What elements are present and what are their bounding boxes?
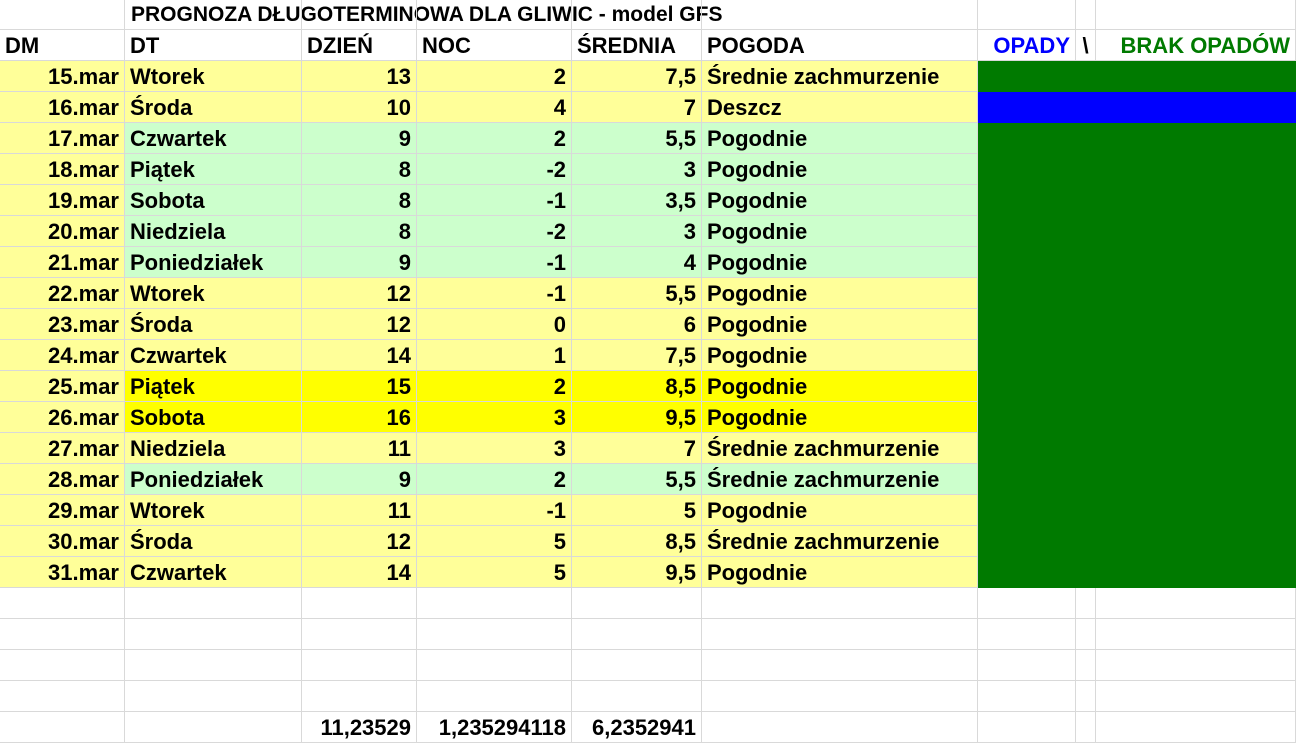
precip-bar-no-rain[interactable] [978, 557, 1296, 588]
precip-bar-no-rain[interactable] [978, 216, 1296, 247]
table-cell-avg-temp[interactable]: 8,5 [572, 526, 702, 557]
header-separator[interactable]: \ [1076, 30, 1096, 61]
table-cell-avg-temp[interactable]: 9,5 [572, 402, 702, 433]
table-cell-day-temp[interactable]: 12 [302, 526, 417, 557]
precip-bar-no-rain[interactable] [978, 340, 1296, 371]
table-cell-weather[interactable]: Pogodnie [702, 495, 978, 526]
table-cell-avg-temp[interactable]: 9,5 [572, 557, 702, 588]
empty-cell[interactable] [302, 619, 417, 650]
precip-bar-no-rain[interactable] [978, 402, 1296, 433]
header-srednia[interactable]: ŚREDNIA [572, 30, 702, 61]
table-cell-avg-temp[interactable]: 6 [572, 309, 702, 340]
table-cell-weather[interactable]: Pogodnie [702, 340, 978, 371]
table-cell-day[interactable]: Środa [125, 526, 302, 557]
precip-bar-no-rain[interactable] [978, 185, 1296, 216]
table-cell-avg-temp[interactable]: 5 [572, 495, 702, 526]
table-cell-day-temp[interactable]: 8 [302, 185, 417, 216]
table-cell-day[interactable]: Piątek [125, 154, 302, 185]
table-cell-date[interactable]: 17.mar [0, 123, 125, 154]
table-cell-avg-temp[interactable]: 3 [572, 216, 702, 247]
precip-bar-no-rain[interactable] [978, 278, 1296, 309]
header-noc[interactable]: NOC [417, 30, 572, 61]
average-avg-temp[interactable]: 6,2352941 [572, 712, 702, 743]
title-row-cell[interactable] [0, 0, 125, 30]
table-cell-date[interactable]: 26.mar [0, 402, 125, 433]
empty-cell[interactable] [125, 619, 302, 650]
empty-cell[interactable] [1096, 619, 1296, 650]
empty-cell[interactable] [125, 681, 302, 712]
table-cell-day[interactable]: Czwartek [125, 340, 302, 371]
table-cell-weather[interactable]: Średnie zachmurzenie [702, 464, 978, 495]
table-cell-day[interactable]: Środa [125, 309, 302, 340]
table-cell-date[interactable]: 30.mar [0, 526, 125, 557]
empty-cell[interactable] [1096, 712, 1296, 743]
empty-cell[interactable] [1076, 619, 1096, 650]
table-cell-night-temp[interactable]: 3 [417, 402, 572, 433]
table-cell-night-temp[interactable]: 0 [417, 309, 572, 340]
empty-cell[interactable] [702, 681, 978, 712]
table-cell-day-temp[interactable]: 14 [302, 340, 417, 371]
average-night-temp[interactable]: 1,235294118 [417, 712, 572, 743]
table-cell-night-temp[interactable]: -1 [417, 495, 572, 526]
title-row-cell[interactable] [302, 0, 417, 30]
table-cell-day-temp[interactable]: 12 [302, 278, 417, 309]
precip-bar-no-rain[interactable] [978, 61, 1296, 92]
empty-cell[interactable] [0, 588, 125, 619]
table-cell-avg-temp[interactable]: 4 [572, 247, 702, 278]
empty-cell[interactable] [125, 650, 302, 681]
empty-cell[interactable] [302, 681, 417, 712]
precip-bar-no-rain[interactable] [978, 464, 1296, 495]
empty-cell[interactable] [125, 588, 302, 619]
table-cell-night-temp[interactable]: 2 [417, 464, 572, 495]
table-cell-day[interactable]: Piątek [125, 371, 302, 402]
table-cell-weather[interactable]: Średnie zachmurzenie [702, 526, 978, 557]
header-opady[interactable]: OPADY [978, 30, 1076, 61]
table-cell-weather[interactable]: Pogodnie [702, 402, 978, 433]
table-cell-date[interactable]: 22.mar [0, 278, 125, 309]
table-cell-weather[interactable]: Pogodnie [702, 123, 978, 154]
table-cell-date[interactable]: 27.mar [0, 433, 125, 464]
table-cell-day[interactable]: Środa [125, 92, 302, 123]
table-cell-day-temp[interactable]: 9 [302, 123, 417, 154]
empty-cell[interactable] [0, 650, 125, 681]
empty-cell[interactable] [1096, 650, 1296, 681]
empty-cell[interactable] [417, 588, 572, 619]
table-cell-weather[interactable]: Średnie zachmurzenie [702, 61, 978, 92]
header-dm[interactable]: DM [0, 30, 125, 61]
precip-bar-no-rain[interactable] [978, 433, 1296, 464]
average-day-temp[interactable]: 11,23529 [302, 712, 417, 743]
empty-cell[interactable] [1096, 588, 1296, 619]
table-cell-night-temp[interactable]: -1 [417, 278, 572, 309]
empty-cell[interactable] [702, 588, 978, 619]
table-cell-weather[interactable]: Pogodnie [702, 185, 978, 216]
table-cell-day[interactable]: Sobota [125, 185, 302, 216]
table-cell-avg-temp[interactable]: 7,5 [572, 340, 702, 371]
table-cell-day[interactable]: Poniedziałek [125, 464, 302, 495]
empty-cell[interactable] [702, 712, 978, 743]
empty-cell[interactable] [572, 650, 702, 681]
table-cell-day-temp[interactable]: 11 [302, 495, 417, 526]
table-cell-night-temp[interactable]: 4 [417, 92, 572, 123]
empty-cell[interactable] [1076, 712, 1096, 743]
empty-cell[interactable] [417, 619, 572, 650]
table-cell-avg-temp[interactable]: 5,5 [572, 464, 702, 495]
header-dzien[interactable]: DZIEŃ [302, 30, 417, 61]
table-cell-night-temp[interactable]: 2 [417, 61, 572, 92]
table-cell-day-temp[interactable]: 10 [302, 92, 417, 123]
table-cell-date[interactable]: 19.mar [0, 185, 125, 216]
table-cell-weather[interactable]: Pogodnie [702, 309, 978, 340]
table-cell-day-temp[interactable]: 9 [302, 464, 417, 495]
table-cell-day-temp[interactable]: 8 [302, 216, 417, 247]
table-cell-avg-temp[interactable]: 7 [572, 433, 702, 464]
empty-cell[interactable] [1076, 650, 1096, 681]
header-brak-opadow[interactable]: BRAK OPADÓW [1096, 30, 1296, 61]
precip-bar-rain[interactable] [978, 92, 1296, 123]
table-cell-weather[interactable]: Pogodnie [702, 371, 978, 402]
title-row-cell[interactable] [572, 0, 702, 30]
table-cell-date[interactable]: 25.mar [0, 371, 125, 402]
table-cell-date[interactable]: 18.mar [0, 154, 125, 185]
empty-cell[interactable] [125, 712, 302, 743]
table-cell-night-temp[interactable]: 5 [417, 526, 572, 557]
table-cell-weather[interactable]: Pogodnie [702, 247, 978, 278]
title-row-cell[interactable] [702, 0, 978, 30]
table-cell-avg-temp[interactable]: 5,5 [572, 123, 702, 154]
precip-bar-no-rain[interactable] [978, 154, 1296, 185]
precip-bar-no-rain[interactable] [978, 309, 1296, 340]
empty-cell[interactable] [572, 588, 702, 619]
table-cell-avg-temp[interactable]: 3,5 [572, 185, 702, 216]
table-cell-avg-temp[interactable]: 7 [572, 92, 702, 123]
empty-cell[interactable] [417, 650, 572, 681]
empty-cell[interactable] [302, 650, 417, 681]
table-cell-night-temp[interactable]: -2 [417, 216, 572, 247]
empty-cell[interactable] [302, 588, 417, 619]
table-cell-day-temp[interactable]: 12 [302, 309, 417, 340]
table-cell-day[interactable]: Niedziela [125, 433, 302, 464]
table-cell-date[interactable]: 21.mar [0, 247, 125, 278]
table-cell-weather[interactable]: Pogodnie [702, 557, 978, 588]
table-cell-date[interactable]: 31.mar [0, 557, 125, 588]
table-cell-date[interactable]: 28.mar [0, 464, 125, 495]
empty-cell[interactable] [0, 712, 125, 743]
table-cell-day-temp[interactable]: 8 [302, 154, 417, 185]
table-cell-date[interactable]: 20.mar [0, 216, 125, 247]
table-cell-night-temp[interactable]: 5 [417, 557, 572, 588]
empty-cell[interactable] [702, 619, 978, 650]
table-cell-date[interactable]: 16.mar [0, 92, 125, 123]
table-cell-weather[interactable]: Pogodnie [702, 216, 978, 247]
table-cell-weather[interactable]: Deszcz [702, 92, 978, 123]
empty-cell[interactable] [572, 681, 702, 712]
table-cell-day-temp[interactable]: 11 [302, 433, 417, 464]
table-cell-night-temp[interactable]: 3 [417, 433, 572, 464]
table-cell-weather[interactable]: Pogodnie [702, 154, 978, 185]
empty-cell[interactable] [0, 619, 125, 650]
precip-bar-no-rain[interactable] [978, 123, 1296, 154]
empty-cell[interactable] [417, 681, 572, 712]
table-cell-day-temp[interactable]: 14 [302, 557, 417, 588]
table-cell-avg-temp[interactable]: 5,5 [572, 278, 702, 309]
empty-cell[interactable] [0, 681, 125, 712]
table-cell-avg-temp[interactable]: 7,5 [572, 61, 702, 92]
table-cell-weather[interactable]: Pogodnie [702, 278, 978, 309]
table-cell-night-temp[interactable]: -1 [417, 247, 572, 278]
empty-cell[interactable] [978, 712, 1076, 743]
table-cell-day-temp[interactable]: 9 [302, 247, 417, 278]
table-cell-avg-temp[interactable]: 3 [572, 154, 702, 185]
empty-cell[interactable] [1076, 588, 1096, 619]
empty-cell[interactable] [702, 650, 978, 681]
precip-bar-no-rain[interactable] [978, 495, 1296, 526]
title-row-cell[interactable] [417, 0, 572, 30]
title-row-cell[interactable] [125, 0, 302, 30]
table-cell-day[interactable]: Sobota [125, 402, 302, 433]
table-cell-night-temp[interactable]: 2 [417, 123, 572, 154]
title-row-cell[interactable] [1096, 0, 1296, 30]
table-cell-day[interactable]: Czwartek [125, 557, 302, 588]
table-cell-date[interactable]: 15.mar [0, 61, 125, 92]
empty-cell[interactable] [1096, 681, 1296, 712]
header-dt[interactable]: DT [125, 30, 302, 61]
table-cell-day[interactable]: Poniedziałek [125, 247, 302, 278]
table-cell-day[interactable]: Niedziela [125, 216, 302, 247]
empty-cell[interactable] [978, 681, 1076, 712]
table-cell-day-temp[interactable]: 16 [302, 402, 417, 433]
table-cell-weather[interactable]: Średnie zachmurzenie [702, 433, 978, 464]
table-cell-date[interactable]: 24.mar [0, 340, 125, 371]
table-cell-date[interactable]: 29.mar [0, 495, 125, 526]
table-cell-night-temp[interactable]: -2 [417, 154, 572, 185]
table-cell-day[interactable]: Wtorek [125, 278, 302, 309]
table-cell-day[interactable]: Czwartek [125, 123, 302, 154]
table-cell-day[interactable]: Wtorek [125, 495, 302, 526]
precip-bar-no-rain[interactable] [978, 247, 1296, 278]
table-cell-night-temp[interactable]: 1 [417, 340, 572, 371]
sheet-title[interactable]: PROGNOZA DŁUGOTERMINOWA DLA GLIWIC - model GFS [131, 3, 723, 26]
table-cell-night-temp[interactable]: -1 [417, 185, 572, 216]
empty-cell[interactable] [1076, 681, 1096, 712]
empty-cell[interactable] [978, 588, 1076, 619]
precip-bar-no-rain[interactable] [978, 526, 1296, 557]
empty-cell[interactable] [978, 650, 1076, 681]
table-cell-day-temp[interactable]: 13 [302, 61, 417, 92]
table-cell-avg-temp[interactable]: 8,5 [572, 371, 702, 402]
precip-bar-no-rain[interactable] [978, 371, 1296, 402]
empty-cell[interactable] [978, 619, 1076, 650]
table-cell-night-temp[interactable]: 2 [417, 371, 572, 402]
header-pogoda[interactable]: POGODA [702, 30, 978, 61]
empty-cell[interactable] [572, 619, 702, 650]
title-row-cell[interactable] [978, 0, 1076, 30]
table-cell-day[interactable]: Wtorek [125, 61, 302, 92]
table-cell-day-temp[interactable]: 15 [302, 371, 417, 402]
table-cell-date[interactable]: 23.mar [0, 309, 125, 340]
title-row-cell[interactable] [1076, 0, 1096, 30]
